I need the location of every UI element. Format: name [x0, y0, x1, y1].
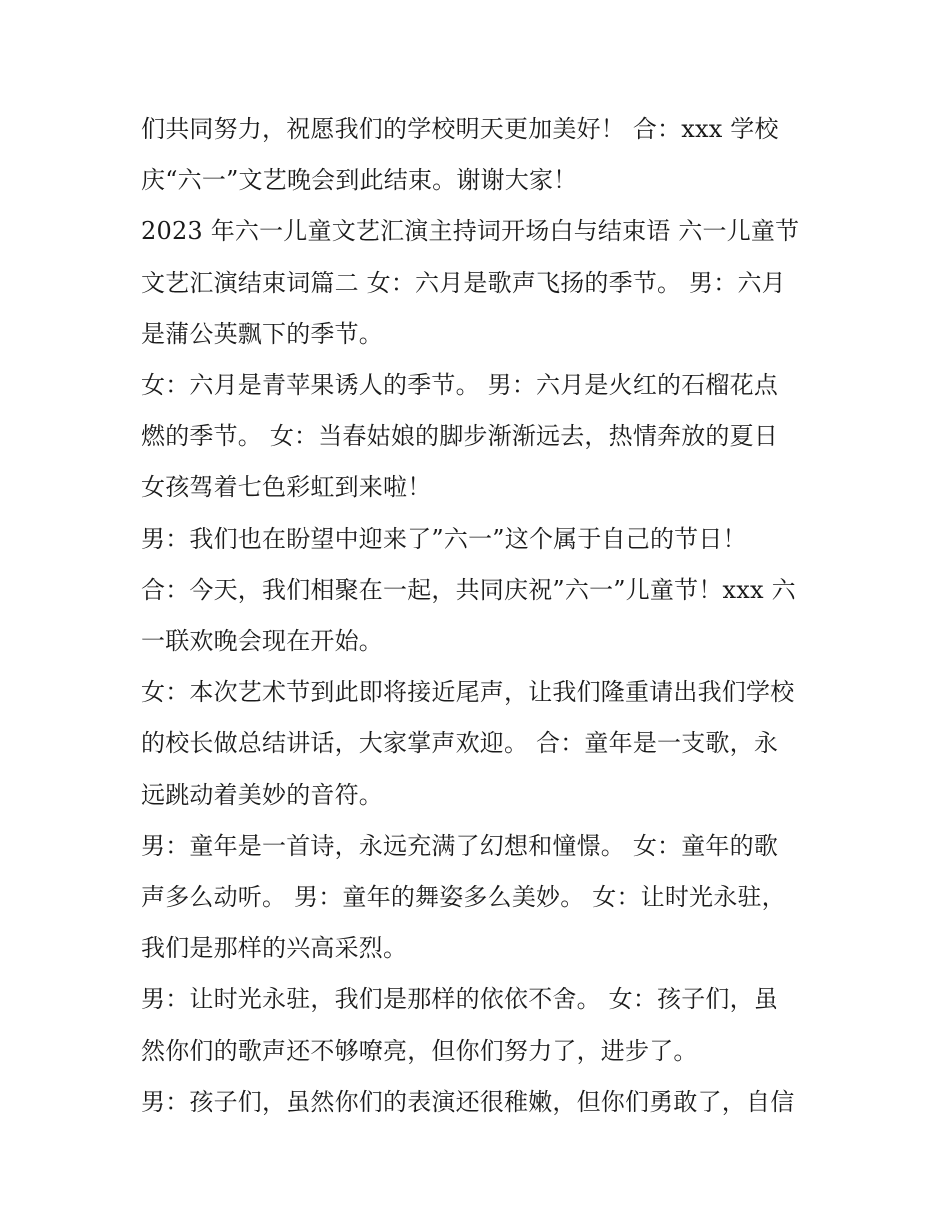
text-line: 文艺汇演结束词篇二 女：六月是歌声飞扬的季节。 男：六月	[141, 268, 786, 297]
text-line: 远跳动着美妙的音符。	[141, 780, 383, 809]
text-line: 的校长做总结讲话，大家掌声欢迎。 合：童年是一支歌，永	[141, 729, 779, 758]
text-line: 男：孩子们，虽然你们的表演还很稚嫩，但你们勇敢了，自信	[141, 1087, 795, 1116]
text-line: 然你们的歌声还不够嘹亮，但你们努力了，进步了。	[141, 1036, 698, 1065]
text-line: 声多么动听。 男：童年的舞姿多么美妙。 女：让时光永驻，	[141, 883, 786, 912]
text-line: 燃的季节。 女：当春姑娘的脚步渐渐远去，热情奔放的夏日	[141, 422, 779, 451]
text-line: 女孩驾着七色彩虹到来啦！	[141, 473, 432, 502]
text-line: 男：童年是一首诗，永远充满了幻想和憧憬。 女：童年的歌	[141, 831, 779, 860]
text-line: 我们是那样的兴高采烈。	[141, 934, 408, 963]
text-line: 男：让时光永驻，我们是那样的依依不舍。 女：孩子们，虽	[141, 985, 779, 1014]
text-line: 一联欢晚会现在开始。	[141, 627, 383, 656]
text-line: 庆“六一”文艺晚会到此结束。谢谢大家！	[141, 166, 578, 195]
document-body	[141, 104, 821, 1128]
text-line: 们共同努力，祝愿我们的学校明天更加美好！ 合：xxx 学校	[141, 115, 779, 143]
text-line: 2023 年六一儿童文艺汇演主持词开场白与结束语 六一儿童节	[141, 217, 800, 246]
text-line: 男：我们也在盼望中迎来了”六一”这个属于自己的节日！	[141, 524, 747, 553]
text-line: 女：本次艺术节到此即将接近尾声，让我们隆重请出我们学校	[141, 678, 795, 707]
text-line: 是蒲公英飘下的季节。	[141, 319, 383, 348]
text-line: 合：今天，我们相聚在一起，共同庆祝”六一”儿童节！xxx 六	[141, 575, 796, 604]
text-line: 女：六月是青苹果诱人的季节。 男：六月是火红的石榴花点	[141, 371, 779, 400]
